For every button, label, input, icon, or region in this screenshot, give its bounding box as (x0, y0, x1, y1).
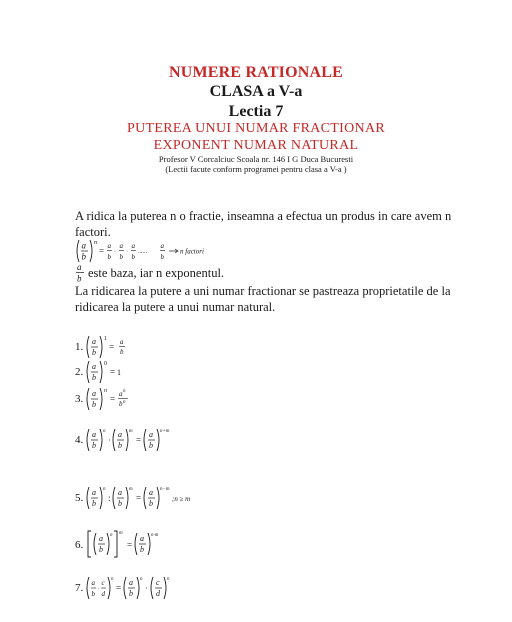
svg-text:b: b (99, 545, 103, 554)
property-5-number: 5. (75, 492, 84, 504)
def-f3-num: a (131, 242, 135, 250)
property-6 (75, 528, 195, 560)
svg-text:n: n (103, 487, 106, 492)
svg-text:b: b (91, 590, 95, 598)
svg-text:d: d (101, 590, 105, 598)
svg-text:=: = (110, 394, 116, 404)
svg-text:b: b (92, 499, 96, 508)
property-5-condition: ;n ≥ m (172, 495, 191, 503)
property-7-number: 7. (75, 582, 84, 594)
property-4-number: 4. (75, 434, 84, 446)
topic-line-2: EXPONENT NUMAR NATURAL (153, 138, 359, 153)
svg-text:0: 0 (104, 361, 107, 367)
svg-text:=: = (127, 540, 133, 550)
svg-text:a: a (92, 337, 96, 346)
base-exponent-sentence: este baza, iar n exponentul. (88, 266, 225, 280)
svg-text:b: b (120, 348, 124, 356)
svg-text:m: m (119, 531, 123, 536)
svg-text:a: a (149, 430, 153, 439)
svg-text:a: a (119, 390, 123, 398)
svg-text:n: n (103, 429, 106, 434)
svg-text:·: · (108, 436, 111, 445)
base-fraction (75, 262, 87, 284)
def-f1-den: b (107, 253, 111, 261)
class-line: CLASA a V-a (209, 83, 303, 100)
svg-text:b: b (129, 589, 133, 598)
svg-text:a: a (118, 430, 122, 439)
svg-text:b: b (119, 400, 123, 408)
svg-text:n: n (167, 577, 170, 582)
topic-line-1: PUTEREA UNUI NUMAR FRACTIONAR (127, 121, 385, 136)
property-3-number: 3. (75, 393, 84, 405)
svg-text:n: n (123, 389, 126, 394)
svg-text:1: 1 (104, 336, 107, 342)
def-base-num: a (81, 240, 86, 251)
svg-text:a: a (149, 488, 153, 497)
svg-text:b: b (92, 400, 96, 409)
svg-text:c: c (156, 578, 160, 587)
svg-text:=: = (136, 435, 142, 445)
properties-intro: La ridicarea la putere a uni numar fractionar se pastreaza proprietatile de la ridicarea la putere a unui numar natural. (75, 284, 451, 314)
base-den: b (77, 273, 82, 284)
svg-text:a: a (92, 430, 96, 439)
base-num: a (77, 262, 82, 272)
svg-text:b: b (118, 441, 122, 450)
svg-text:b: b (140, 545, 144, 554)
lesson-line: Lectia 7 (228, 103, 284, 120)
svg-text:b: b (92, 441, 96, 450)
svg-text:=: = (110, 367, 116, 377)
svg-text:a: a (120, 338, 124, 346)
program-note: (Lectii facute conform programei pentru clasa a V-a ) (165, 164, 347, 174)
svg-text:a: a (140, 534, 144, 543)
svg-text:d: d (156, 589, 160, 598)
def-f2-num: a (119, 242, 123, 250)
def-f4-den: b (160, 253, 164, 261)
property-1-number: 1. (75, 341, 84, 353)
svg-text:n: n (140, 577, 143, 582)
svg-text:n·m: n·m (151, 533, 159, 538)
svg-text:b: b (118, 499, 122, 508)
svg-text:m: m (129, 487, 133, 492)
svg-text:n: n (110, 533, 113, 538)
property-7 (75, 573, 195, 603)
svg-text:a: a (92, 488, 96, 497)
svg-text:b: b (92, 348, 96, 357)
svg-text:=: = (116, 583, 122, 593)
svg-text:a: a (92, 389, 96, 398)
svg-text:c: c (101, 579, 105, 587)
property-6-number: 6. (75, 539, 84, 551)
def-f3-den: b (131, 253, 135, 261)
svg-text:a: a (118, 488, 122, 497)
svg-text:1: 1 (117, 368, 121, 377)
def-factor-note: n factori (180, 247, 204, 256)
svg-text:a: a (91, 579, 95, 587)
def-exp: n (94, 240, 97, 246)
svg-text:·: · (145, 584, 148, 593)
svg-text:·: · (114, 249, 116, 255)
svg-text:a: a (129, 578, 133, 587)
svg-text:n+m: n+m (160, 429, 170, 434)
svg-text:a: a (99, 534, 103, 543)
svg-text:m: m (129, 429, 133, 434)
svg-text:n: n (123, 400, 126, 405)
svg-text:b: b (149, 441, 153, 450)
svg-text:·: · (97, 586, 100, 592)
def-f1-num: a (107, 242, 111, 250)
author-line: Profesor V Corcalciuc Scoala nr. 146 I G Duca Bucuresti (158, 154, 354, 164)
svg-text:n: n (104, 388, 107, 394)
property-2-number: 2. (75, 366, 84, 378)
def-f2-den: b (119, 253, 123, 261)
intro-paragraph: A ridica la puterea n o fractie, inseamna a efectua un produs in care avem n factori. (75, 209, 452, 239)
def-base-den: b (81, 251, 86, 262)
svg-text:n: n (111, 577, 114, 582)
svg-text:=: = (136, 493, 142, 503)
def-f4-num: a (160, 242, 164, 250)
def-dots: ...... (138, 249, 147, 255)
document-title: NUMERE RATIONALE (168, 64, 344, 81)
svg-text:=: = (99, 246, 105, 256)
property-3 (75, 385, 155, 413)
svg-text:a: a (92, 362, 96, 371)
svg-text:·: · (126, 249, 128, 255)
property-1 (75, 333, 155, 361)
svg-text:b: b (92, 373, 96, 382)
svg-text:=: = (109, 342, 115, 352)
property-5 (75, 483, 225, 513)
svg-text:n−m: n−m (160, 487, 170, 492)
property-2 (75, 358, 155, 386)
definition-formula (74, 238, 274, 266)
svg-text:b: b (149, 499, 153, 508)
property-4 (75, 425, 195, 455)
svg-text::: : (108, 493, 111, 503)
